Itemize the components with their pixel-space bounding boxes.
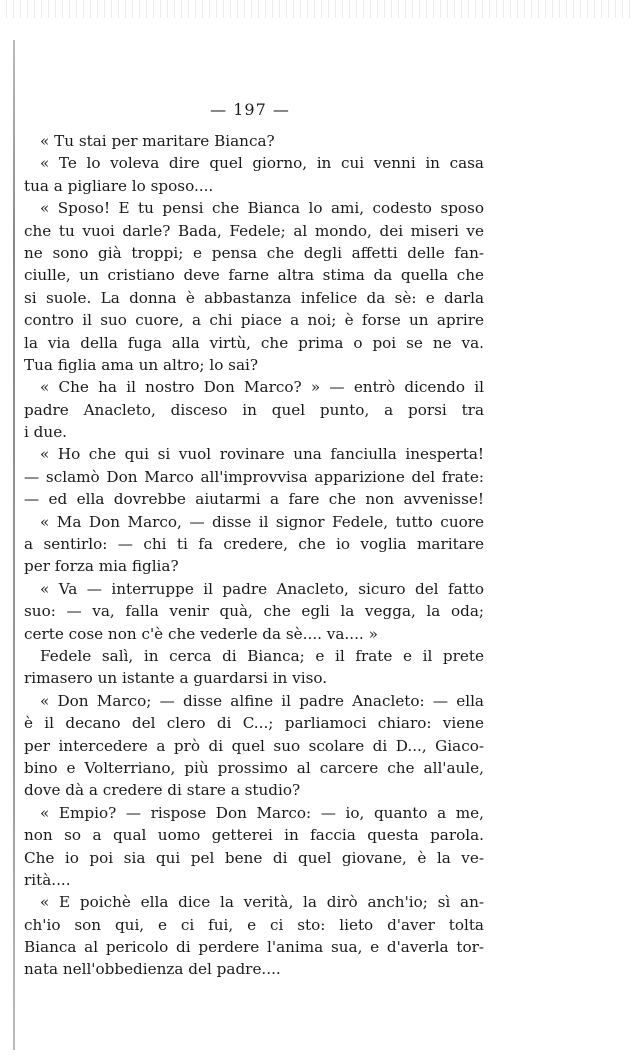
text-line: padre Anacleto, disceso in quel punto, a porsi tra xyxy=(24,400,484,419)
text-line: ciulle, un cristiano deve farne altra stima da quella che xyxy=(24,266,484,285)
scan-noise xyxy=(0,0,636,18)
text-line: i due. xyxy=(24,423,68,442)
text-line: « E poichè ella dice la verità, la dirò anch'io; sì an- xyxy=(40,893,484,912)
text-line: certe cose non c'è che vederle da sè.... va.... » xyxy=(24,624,378,643)
text-line: rimasero un istante a guardarsi in viso. xyxy=(24,669,328,688)
text-line: — ed ella dovrebbe aiutarmi a fare che non avvenisse! xyxy=(24,490,484,509)
body-text xyxy=(24,130,484,981)
text-line: a sentirlo: — chi ti fa credere, che io voglia maritare xyxy=(24,535,484,554)
text-line: « Ho che qui si vuol rovinare una fanciulla inesperta! xyxy=(40,445,484,464)
text-line: è il decano del clero di C...; parliamoci chiaro: viene xyxy=(24,714,484,733)
page-number: — 197 — xyxy=(210,100,290,119)
text-line: tua a pigliare lo sposo.... xyxy=(24,176,214,195)
text-line: « Te lo voleva dire quel giorno, in cui venni in casa xyxy=(40,154,484,173)
text-line: Tua figlia ama un altro; lo sai? xyxy=(24,355,259,374)
text-line: che tu vuoi darle? Bada, Fedele; al mondo, dei miseri ve xyxy=(24,221,484,240)
text-line: Bianca al pericolo di perdere l'anima sua, e d'averla tor- xyxy=(24,938,484,957)
page-edge xyxy=(13,40,15,1050)
text-line: per intercedere a prò di quel suo scolare di D..., Giaco- xyxy=(24,736,484,755)
text-line: « Don Marco; — disse alfine il padre Anacleto: — ella xyxy=(40,691,484,710)
text-line: ch'io son qui, e ci fui, e ci sto: lieto d'aver tolta xyxy=(24,915,484,934)
text-line: Che io poi sia qui pel bene di quel giovane, è la ve- xyxy=(24,848,484,867)
text-line: Fedele salì, in cerca di Bianca; e il frate e il prete xyxy=(40,646,484,665)
text-line: « Ma Don Marco, — disse il signor Fedele, tutto cuore xyxy=(40,512,484,531)
text-line: si suole. La donna è abbastanza infelice da sè: e darla xyxy=(24,288,484,307)
text-line: « Sposo! E tu pensi che Bianca lo ami, codesto sposo xyxy=(40,199,484,218)
text-line: per forza mia figlia? xyxy=(24,557,179,576)
text-line: nata nell'obbedienza del padre.... xyxy=(24,960,281,979)
text-line: « Empio? — rispose Don Marco: — io, quanto a me, xyxy=(40,803,484,822)
text-line: la via della fuga alla virtù, che prima o poi se ne va. xyxy=(24,333,484,352)
text-line: non so a qual uomo getterei in faccia questa parola. xyxy=(24,826,484,845)
text-line: « Tu stai per maritare Bianca? xyxy=(40,132,275,150)
text-line: bino e Volterriano, più prossimo al carcere che all'aule, xyxy=(24,758,484,777)
text-line: « Va — interruppe il padre Anacleto, sicuro del fatto xyxy=(40,579,484,598)
text-line: « Che ha il nostro Don Marco? » — entrò dicendo il xyxy=(40,378,484,397)
text-line: suo: — va, falla venir quà, che egli la vegga, la oda; xyxy=(24,602,484,621)
text-line: dove dà a credere di stare a studio? xyxy=(24,781,301,800)
text-line: rità.... xyxy=(24,870,71,889)
text-line: ne sono già troppi; e pensa che degli affetti delle fan- xyxy=(24,243,484,262)
text-line: contro il suo cuore, a chi piace a noi; è forse un aprire xyxy=(24,311,484,330)
text-line: — sclamò Don Marco all'improvvisa apparizione del frate: xyxy=(24,467,484,486)
